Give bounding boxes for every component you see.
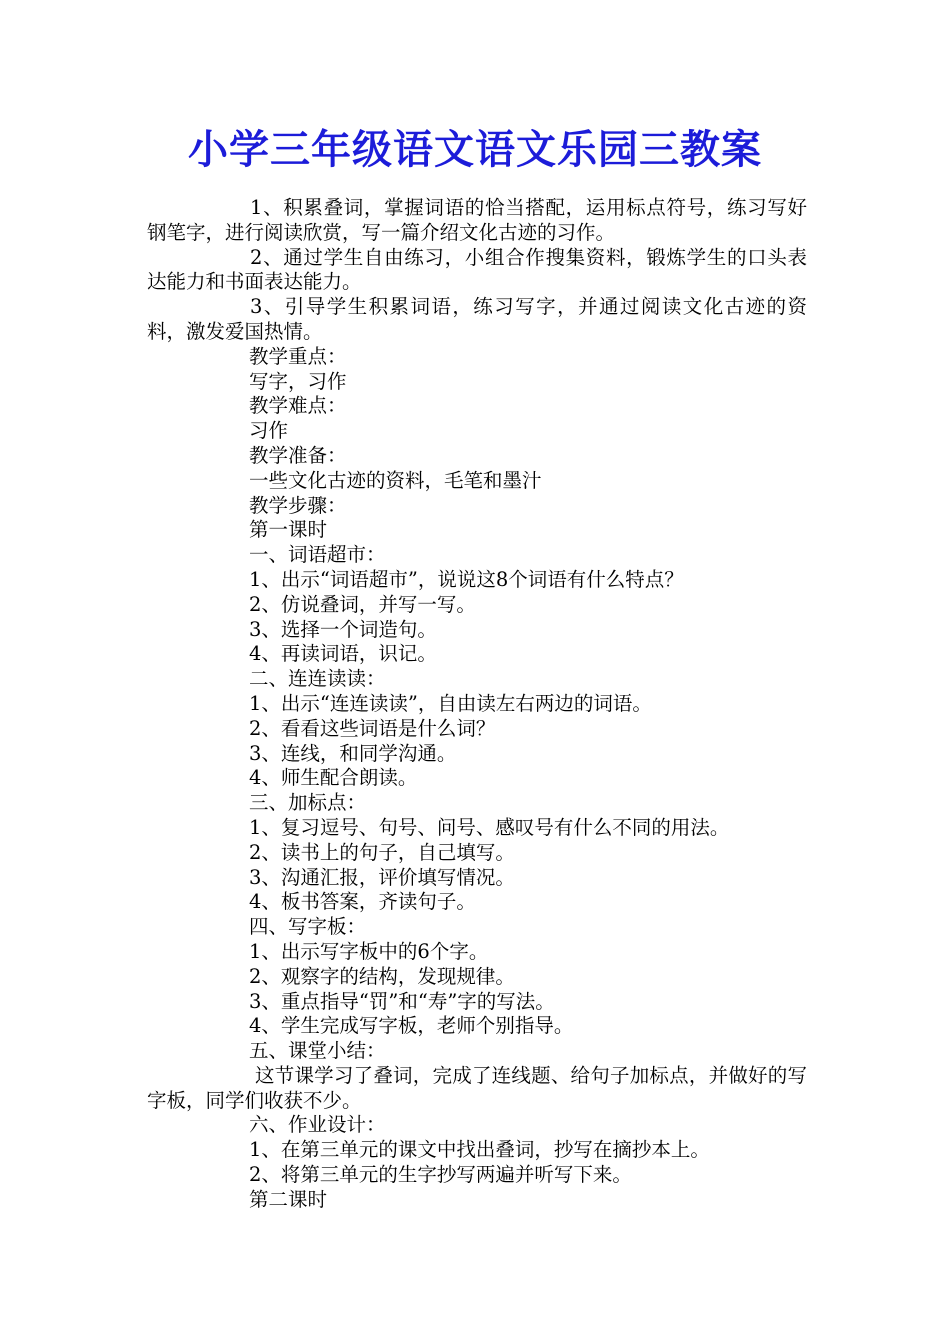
text-line: 二、连连读读： [249,667,386,691]
text-line: 第二课时 [249,1187,328,1211]
class-summary-text: 这节课学习了叠词，完成了连线题、给句子加标点，并做好的写字板，同学们收获不少。 [147,1063,807,1112]
text-line: 2、看看这些词语是什么词？ [249,716,496,740]
text-line: 习作 [249,419,289,443]
text-line: 1、出示写字板中的6个字。 [249,939,489,963]
text-line: 4、板书答案，齐读句子。 [249,890,476,914]
text-line: 1、出示“词语超市”，说说这8个词语有什么特点？ [249,567,684,591]
text-line: 一些文化古迹的资料，毛笔和墨汁 [249,468,542,492]
text-line: 五、课堂小结： [249,1039,386,1063]
document-body [147,196,807,1213]
text-line: 4、学生完成写字板，老师个别指导。 [249,1014,574,1038]
document-title: 小学三年级语文语文乐园三教案 [188,126,762,173]
objective-3: 3、引导学生积累词语，练习写字，并通过阅读文化古迹的资料，激发爱国热情。 [147,295,807,343]
lesson-lines-part-2 [147,1113,807,1212]
text-line: 4、再读词语，识记。 [249,642,437,666]
text-line: 4、师生配合朗读。 [249,766,418,790]
text-line: 四、写字板： [249,915,367,939]
objective-2: 2、通过学生自由练习，小组合作搜集资料，锻炼学生的口头表达能力和书面表达能力。 [147,245,807,294]
text-line: 3、连线，和同学沟通。 [249,741,457,765]
text-line: 2、观察字的结构，发现规律。 [249,964,515,988]
text-line: 教学难点： [249,394,347,418]
text-line: 写字，习作 [249,369,347,393]
text-line: 3、重点指导“罚”和“寿”字的写法。 [249,989,555,1013]
objective-1: 1、积累叠词，掌握词语的恰当搭配，运用标点符号，练习写好钢笔字，进行阅读欣赏，写一篇介绍文化古迹的习作。 [147,196,807,244]
text-line: 3、选择一个词造句。 [249,617,437,641]
text-line: 1、出示“连连读读”，自由读左右两边的词语。 [249,691,652,715]
text-line: 2、将第三单元的生字抄写两遍并听写下来。 [249,1163,632,1187]
text-line: 3、沟通汇报，评价填写情况。 [249,865,515,889]
text-line: 三、加标点： [249,791,367,815]
text-line: 1、复习逗号、句号、问号、感叹号有什么不同的用法。 [249,815,730,839]
text-line: 2、读书上的句子，自己填写。 [249,840,515,864]
text-line: 2、仿说叠词，并写一写。 [249,592,476,616]
text-line: 教学步骤： [249,493,347,517]
text-line: 第一课时 [249,518,328,542]
lesson-lines-part-1 [147,345,807,1064]
text-line: 教学重点： [249,344,347,368]
text-line: 1、在第三单元的课文中找出叠词，抄写在摘抄本上。 [249,1138,710,1162]
text-line: 教学准备： [249,443,347,467]
text-line: 六、作业设计： [249,1113,386,1137]
text-line: 一、词语超市： [249,543,386,567]
